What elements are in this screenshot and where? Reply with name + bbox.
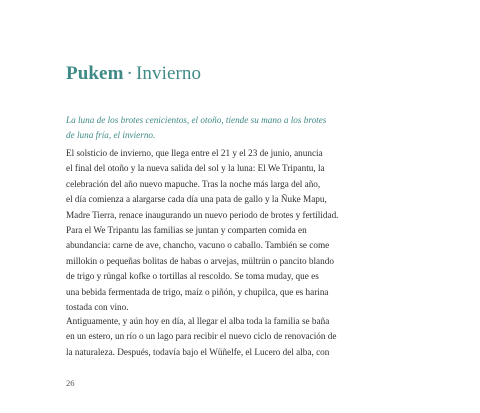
intro-epigraph [66,113,426,143]
paragraph-line: de trigo y rüngal kofke o tortillas al rescoldo. Se toma muday, que es [66,271,319,282]
paragraph-line: abundancia: carne de ave, chancho, vacuno o caballo. También se come [66,240,330,251]
paragraph-comida [66,223,426,315]
intro-line: de luna fría, el invierno. [66,130,156,141]
paragraph-line: una bebida fermentada de trigo, maíz o piñón, y chupilca, que es harina [66,286,329,297]
paragraph-line: celebración del año nuevo mapuche. Tras la noche más larga del año, [66,178,321,189]
paragraph-line: Madre Tierra, renace inaugurando un nuevo periodo de brotes y fertilidad. [66,209,339,220]
intro-line: La luna de los brotes cenicientos, el otoño, tiende su mano a los brotes [66,115,327,125]
page-title [66,62,201,86]
title-separator: · [126,63,133,84]
paragraph-solsticio [66,146,426,223]
page-number: 26 [66,378,75,388]
paragraph-line: el final del otoño y la nueva salida del sol y la luna: El We Tripantu, la [66,163,325,174]
paragraph-line: la naturaleza. Después, todavía bajo el Wüñelfe, el Lucero del alba, con [66,346,330,357]
paragraph-line: tostada con vino. [66,302,129,313]
title-sub: Invierno [135,63,202,84]
paragraph-alba [66,314,426,360]
title-main: Pukem [66,63,124,84]
paragraph-line: Para el We Tripantu las familias se juntan y comparten comida en [66,225,307,235]
paragraph-line: en un estero, un río o un lago para recibir el nuevo ciclo de renovación de [66,331,337,342]
paragraph-line: El solsticio de invierno, que llega entre el 21 y el 23 de junio, anuncia [66,148,323,158]
paragraph-line: el día comienza a alargarse cada día una pata de gallo y la Ñuke Mapu, [66,194,327,205]
paragraph-line: Antiguamente, y aún hoy en día, al llegar el alba toda la familia se baña [66,316,330,326]
paragraph-line: millokin o pequeñas bolitas de habas o arvejas, mültrün o pancito blando [66,255,334,266]
